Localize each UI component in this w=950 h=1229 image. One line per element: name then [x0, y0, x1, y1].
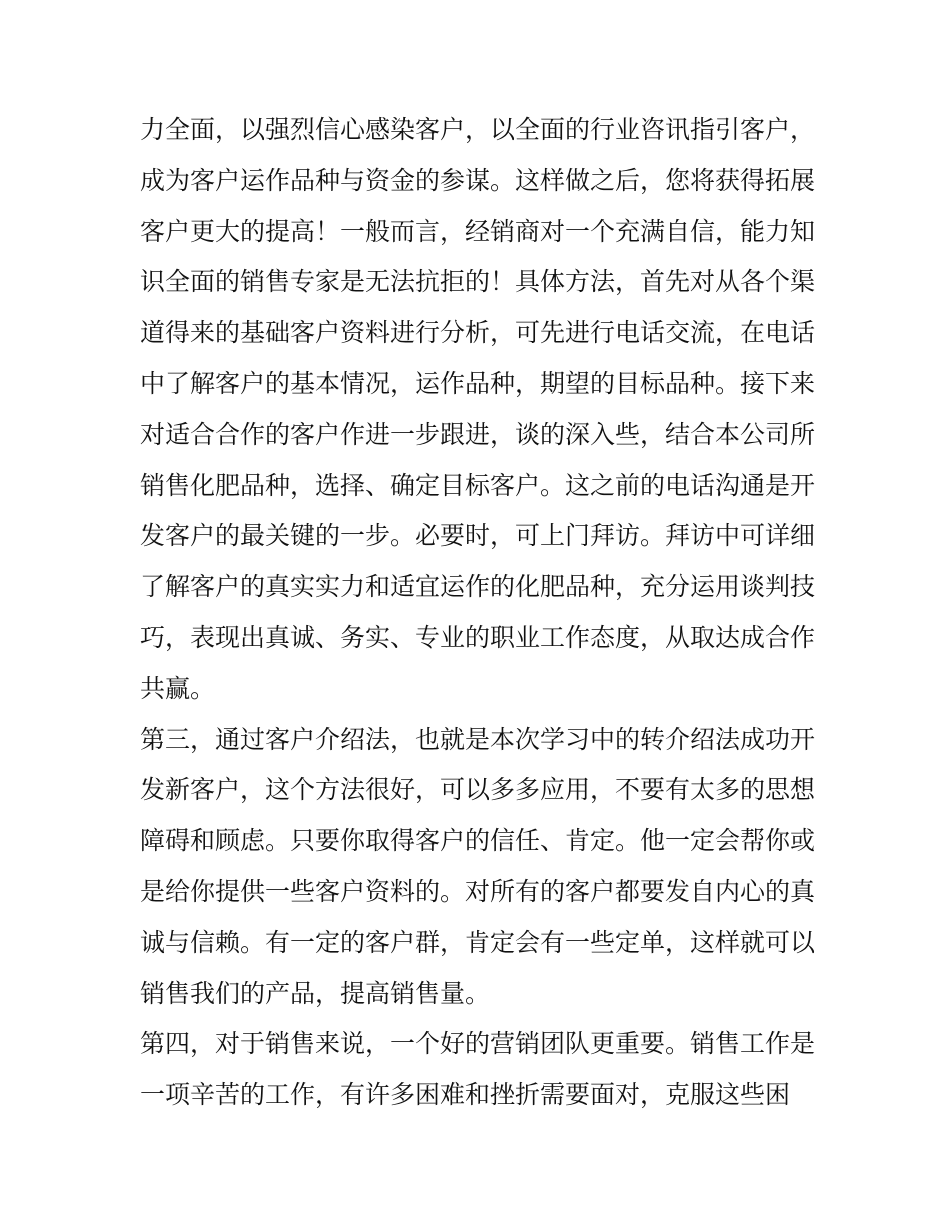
text-line: 第三，通过客户介绍法，也就是本次学习中的转介绍法成功开 — [140, 724, 816, 754]
text-line: 识全面的销售专家是无法抗拒的！具体方法，首先对从各个渠 — [140, 267, 816, 297]
text-line: 成为客户运作品种与资金的参谋。这样做之后，您将获得拓展 — [140, 165, 816, 195]
text-line: 力全面，以强烈信心感染客户，以全面的行业咨讯指引客户， — [140, 115, 816, 144]
text-line: 销售我们的产品，提高销售量。 — [140, 978, 491, 1008]
body-text — [140, 105, 820, 1121]
text-line: 销售化肥品种，选择、确定目标客户。这之前的电话沟通是开 — [140, 470, 816, 500]
text-line: 一项辛苦的工作，有许多困难和挫折需要面对，克服这些困 — [140, 1080, 791, 1110]
text-line: 第四，对于销售来说，一个好的营销团队更重要。销售工作是 — [140, 1029, 816, 1059]
text-line: 客户更大的提高！一般而言，经销商对一个充满自信，能力知 — [140, 216, 816, 246]
text-line: 诚与信赖。有一定的客户群，肯定会有一些定单，这样就可以 — [140, 927, 816, 957]
text-line: 对适合合作的客户作进一步跟进，谈的深入些，结合本公司所 — [140, 419, 816, 449]
text-line: 巧，表现出真诚、务实、专业的职业工作态度，从取达成合作 — [140, 622, 816, 652]
text-line: 发客户的最关键的一步。必要时，可上门拜访。拜访中可详细 — [140, 521, 816, 551]
text-line: 障碍和顾虑。只要你取得客户的信任、肯定。他一定会帮你或 — [140, 826, 816, 856]
text-line: 是给你提供一些客户资料的。对所有的客户都要发自内心的真 — [140, 876, 816, 906]
text-line: 发新客户，这个方法很好，可以多多应用，不要有太多的思想 — [140, 775, 816, 805]
text-line: 道得来的基础客户资料进行分析，可先进行电话交流，在电话 — [140, 318, 816, 348]
text-line: 了解客户的真实实力和适宜运作的化肥品种，充分运用谈判技 — [140, 572, 816, 602]
text-line: 共赢。 — [140, 673, 216, 703]
text-line: 中了解客户的基本情况，运作品种，期望的目标品种。接下来 — [140, 368, 816, 398]
